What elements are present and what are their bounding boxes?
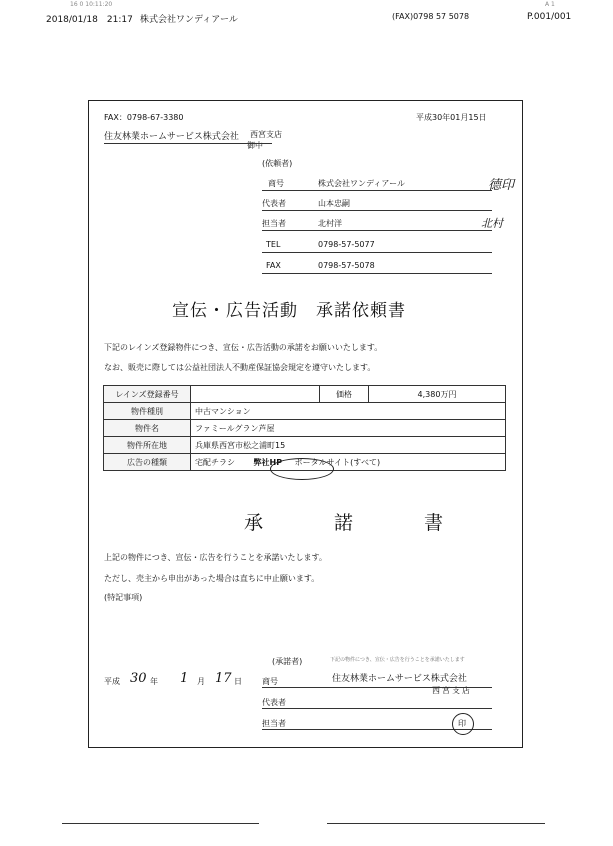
grantor-label: (承諾者) [272,657,303,666]
applicant-value-handler: 北村洋 [318,219,342,228]
grantor-note: 下記の物件につき、宣伝・広告を行うことを承諾いたします [330,657,465,663]
row-value-address: 兵庫県西宮市松之浦町15 [191,437,506,454]
reins-value [191,386,320,403]
grantor-underline-2 [262,708,492,709]
grantor-branch: 西宮支店 [432,686,472,695]
body-line-2: なお、販売に際しては公益社団法人不動産保証協会規定を遵守いたします。 [104,363,376,372]
fax-top-faint: 16 0 10:11:20 [70,1,113,8]
row-label-address: 物件所在地 [104,437,191,454]
fax-top-faint-right: A 1 [545,1,555,8]
recipient-suffix: 御中 [247,141,263,150]
applicant-underline-3 [262,230,492,231]
fax-datetime: 2018/01/18 21:17 [46,15,133,25]
fax-page: P.001/001 [527,12,572,22]
consent-date-year-unit: 年 [150,677,158,686]
applicant-label-company: 商号 [268,179,284,188]
hp-circle-mark [270,458,334,480]
consent-line-1: 上記の物件につき、宣伝・広告を行うことを承諾いたします。 [104,553,327,562]
consent-date-day: 17 [215,671,232,686]
applicant-value-rep: 山本忠嗣 [318,199,350,208]
grantor-rep-label: 代表者 [262,698,286,707]
document-title: 宣伝・広告活動 承諾依頼書 [172,301,406,321]
applicant-underline-4 [262,252,492,253]
fax-sender: 株式会社ワンディアール [140,15,238,25]
grantor-underline-1 [262,687,492,688]
grantor-stamp: 印 [458,719,466,728]
recipient-underline [104,143,272,144]
table-row [104,403,506,420]
table-row [104,386,506,403]
table-row [104,437,506,454]
consent-title: 承 諾 書 [244,512,470,534]
applicant-underline-5 [262,273,492,274]
row-label-adtype: 広告の種類 [104,454,191,471]
applicant-stamp: 德印 [488,178,515,193]
fax-number: (FAX)0798 57 5078 [392,12,470,21]
reins-label: レインズ登録番号 [104,386,191,403]
applicant-label-fax: FAX [266,261,281,270]
table-row [104,420,506,437]
ad-type-flyer: 宅配チラシ [195,457,235,467]
consent-date-year: 30 [130,671,147,686]
row-label-name: 物件名 [104,420,191,437]
applicant-value-fax: 0798-57-5078 [318,261,375,270]
applicant-label-rep: 代表者 [262,199,286,208]
applicant-underline-2 [262,210,492,211]
applicant-value-company: 株式会社ワンディアール [318,179,405,188]
footer-line-right [327,823,545,824]
consent-date-month: 1 [180,671,189,686]
consent-date-era: 平成 [104,677,120,686]
footer-line-left [62,823,259,824]
grantor-handler-label: 担当者 [262,719,286,728]
applicant-label: (依頼者) [262,159,293,168]
price-label: 価格 [320,386,369,403]
row-value-type: 中古マンション [191,403,506,420]
applicant-underline-1 [262,190,492,191]
recipient-branch: 西宮支店 [250,130,282,139]
consent-date-day-unit: 日 [234,677,242,686]
body-line-1: 下記のレインズ登録物件につき、宣伝・広告活動の承諾をお願いいたします。 [104,343,383,352]
price-value: 4,380万円 [369,386,506,403]
applicant-label-handler: 担当者 [262,219,286,228]
consent-date-month-unit: 月 [197,677,205,686]
row-label-type: 物件種別 [104,403,191,420]
document-date: 平成30年01月15日 [416,113,487,122]
consent-line-2: ただし、売主から申出があった場合は直ちに中止願います。 [104,574,320,583]
recipient-company: 住友林業ホームサービス株式会社 [104,132,239,142]
applicant-value-tel: 0798-57-5077 [318,240,375,249]
ad-type-hp: 弊社HP [253,457,283,467]
handler-stamp: 北村 [481,217,503,230]
ad-type-portal: ポータルサイト(すべて) [294,457,381,467]
row-value-adtype [191,454,506,471]
row-value-name: ファミールグラン芦屋 [191,420,506,437]
consent-note: (特記事項) [104,593,143,602]
recipient-fax: FAX：0798-67-3380 [104,113,184,122]
grantor-company-label: 商号 [262,677,278,686]
applicant-label-tel: TEL [266,240,281,249]
grantor-company: 住友林業ホームサービス株式会社 [332,674,467,684]
